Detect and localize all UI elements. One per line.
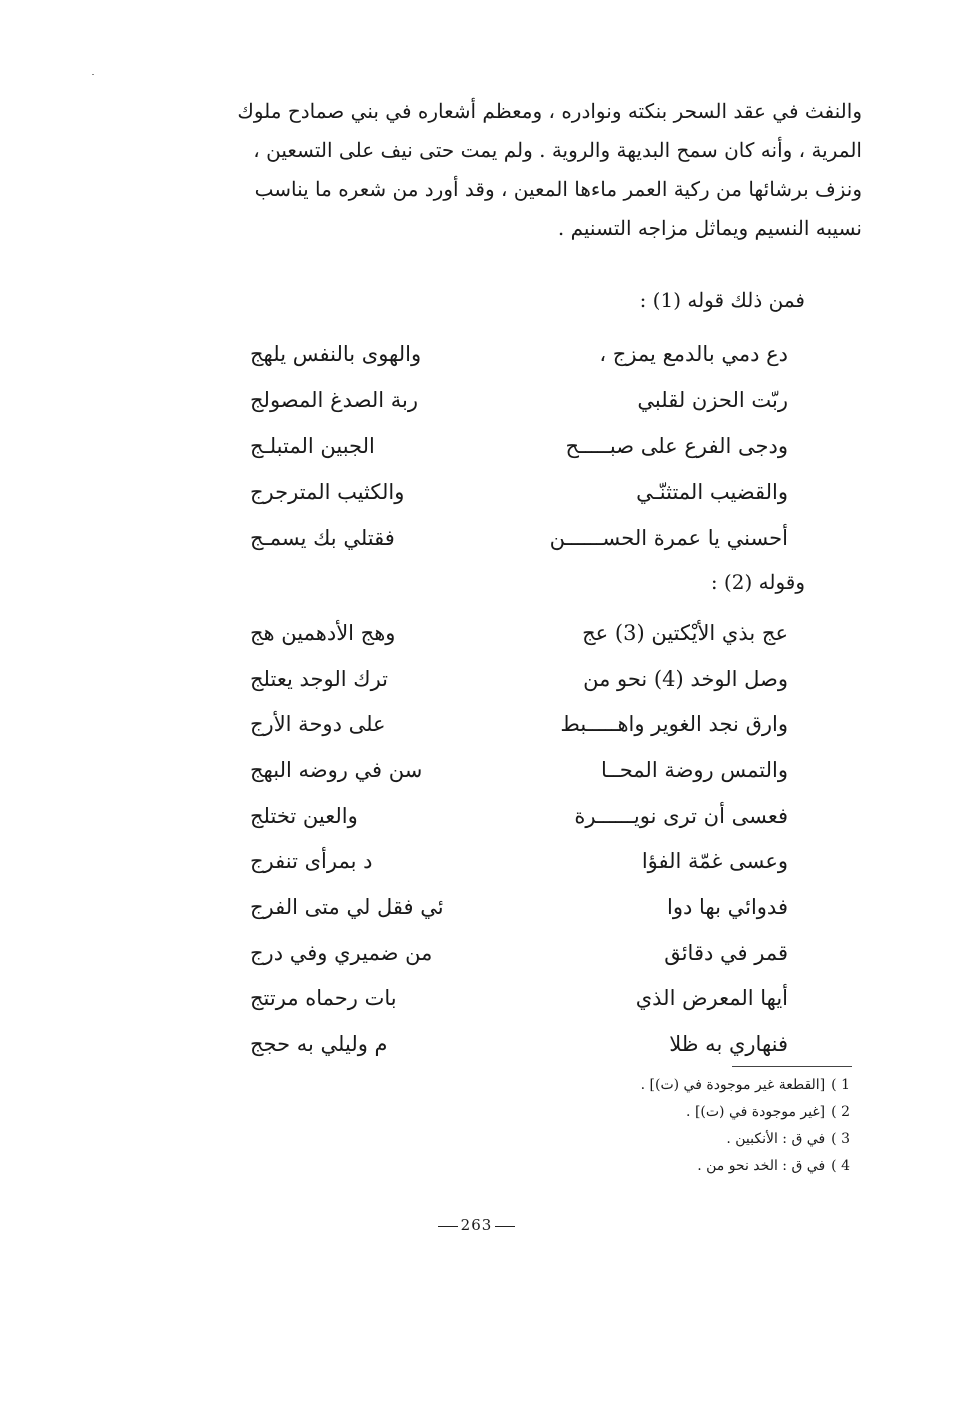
verse (250, 423, 788, 469)
page-number-dash (495, 1226, 515, 1227)
verse-first-hemistich: فدوائي بها دوا (667, 894, 788, 919)
prose-paragraph (186, 92, 862, 248)
verse (250, 656, 788, 702)
verse-second-hemistich: والهوى بالنفس يلهج (250, 342, 422, 366)
poem1-verses (250, 331, 788, 561)
footnote (641, 1153, 850, 1180)
verse-first-hemistich: أحسني يا عمرة الحســــــن (549, 526, 788, 550)
page-number (0, 1216, 953, 1234)
verse (250, 610, 788, 656)
verse (250, 515, 788, 561)
verse-first-hemistich: فنهاري به ظلا (669, 1032, 788, 1057)
verse (250, 930, 788, 976)
verse-second-hemistich: ربة الصدغ المصولج (250, 388, 418, 412)
verse-first-hemistich: أيها المعرض الذي (635, 986, 788, 1011)
scan-speck (92, 74, 94, 75)
poem2-verses (250, 610, 788, 1067)
footnote-number: 1 ) (831, 1077, 850, 1093)
verse (250, 1021, 788, 1067)
footnote (641, 1126, 850, 1153)
prose-line: نسيبه النسيم ويماثل مزاجه التسنيم . (557, 216, 862, 240)
poem1-heading: فمن ذلك قوله (1) : (639, 288, 805, 312)
footnote-number: 2 ) (831, 1104, 850, 1120)
prose-line: ونزف برشائها من ركية العمر ماءها المعين ، وقد أورد من شعره ما يناسب (254, 177, 862, 201)
footnote-number: 3 ) (831, 1131, 850, 1147)
verse-second-hemistich: بات رحماه مرتتج (250, 986, 397, 1011)
verse-second-hemistich: سن في روضه البهج (250, 757, 423, 782)
verse (250, 469, 788, 515)
footnote-divider (732, 1066, 852, 1067)
verse-first-hemistich: وعسى غمّة الفؤا (641, 849, 788, 874)
verse-first-hemistich: وصل الوخد (4) نحو من (583, 666, 788, 691)
verse (250, 377, 788, 423)
verse-first-hemistich: دع دمي بالدمع يمزج ، (599, 342, 788, 366)
verse-second-hemistich: د بمرأى تنفرج (250, 849, 373, 874)
footnote-text: في ق : الخد نحو من . (697, 1158, 826, 1174)
verse-second-hemistich: م وليلي به حجج (250, 1032, 388, 1057)
verse-first-hemistich: والتمس روضة المحــا (601, 757, 788, 782)
footnote-text: [القطعة غير موجودة في (ت)] . (640, 1077, 826, 1093)
verse-first-hemistich: ودجى الفرع على صبـــــح (565, 434, 788, 458)
verse-first-hemistich: عج بذي الأيْكتين (3) عج (582, 620, 788, 645)
verse-second-hemistich: على دوحة الأرج (250, 712, 386, 737)
verse (250, 331, 788, 377)
verse (250, 838, 788, 884)
footnote-text: [غير موجودة في (ت)] . (686, 1104, 826, 1120)
verse (250, 884, 788, 930)
prose-line: والنفث في عقد السحر بنكته ونوادره ، ومعظم أشعاره في بني صمادح ملوك (237, 99, 862, 123)
footnotes (641, 1072, 850, 1180)
page-number-value: 263 (460, 1216, 493, 1234)
verse-first-hemistich: والقضيب المتثنّـي (636, 480, 788, 504)
verse-second-hemistich: ئي فقل لي متى الفرج (250, 894, 444, 919)
footnote-number: 4 ) (831, 1158, 850, 1174)
footnote-text: في ق : الأنكبين . (726, 1131, 826, 1147)
page-number-dash (438, 1226, 458, 1227)
verse-second-hemistich: فقتلي بك يسمـج (250, 526, 395, 550)
verse-second-hemistich: من ضميري وفي درج (250, 940, 433, 965)
verse-second-hemistich: الجبين المتبلـج (250, 434, 375, 458)
poem2-heading: وقوله (2) : (710, 570, 805, 594)
footnote (641, 1072, 850, 1099)
verse (250, 701, 788, 747)
verse-first-hemistich: ربّت الحزن لقلبي (637, 388, 788, 412)
verse (250, 747, 788, 793)
verse-second-hemistich: والعين تختلج (250, 803, 358, 828)
verse-first-hemistich: فعسى أن ترى نويــــــرة (574, 803, 788, 828)
verse-second-hemistich: ترك الوجد يعتلج (250, 666, 388, 691)
verse (250, 793, 788, 839)
verse (250, 976, 788, 1022)
prose-line: المرية ، وأنه كان سمح البديهة والروية . ولم يمت حتى نيف على التسعين ، (253, 138, 862, 162)
verse-second-hemistich: والكثيب المترجرج (250, 480, 405, 504)
verse-first-hemistich: قمر في دقائق (664, 940, 788, 965)
verse-second-hemistich: وهج الأدهمين هج (250, 620, 396, 645)
footnote (641, 1099, 850, 1126)
verse-first-hemistich: وارق نجد الغوير واهـــــبط (560, 712, 788, 737)
